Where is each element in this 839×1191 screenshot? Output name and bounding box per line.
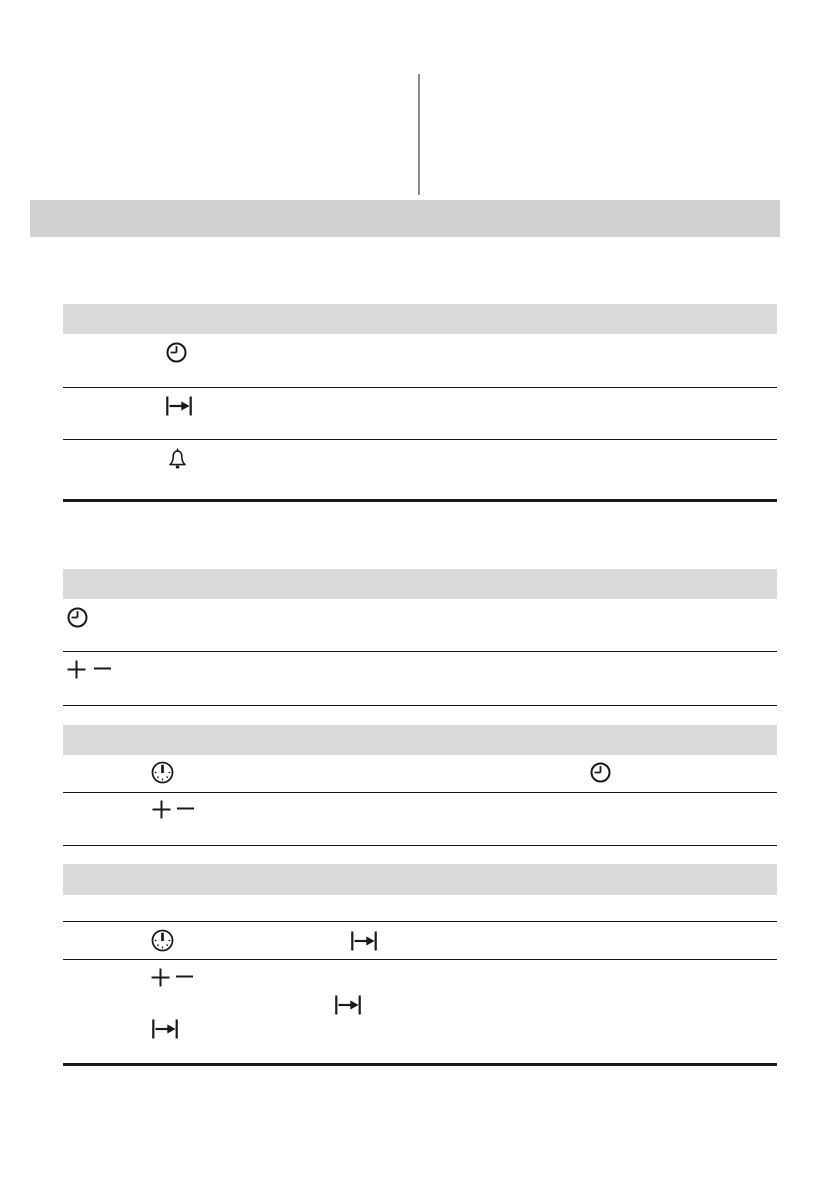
- table-row: [63, 652, 777, 706]
- duration-icon: [350, 930, 378, 952]
- table-row: [63, 599, 777, 652]
- clock-icon: [165, 341, 188, 364]
- minus-icon: [176, 967, 193, 988]
- plus-icon: [66, 659, 87, 680]
- plus-icon: [150, 967, 171, 988]
- change-time-table: [63, 725, 777, 846]
- duration-icon: [334, 994, 362, 1016]
- table-row: [63, 922, 777, 960]
- section-title-band: [30, 200, 780, 237]
- clock-functions-overview-table: [63, 304, 777, 502]
- table-row: [63, 755, 777, 793]
- table-row: [63, 895, 777, 922]
- table-header-band: [63, 304, 777, 334]
- timer-icon: [150, 760, 175, 785]
- table-row: [63, 334, 777, 388]
- table-row: [63, 388, 777, 440]
- minus-icon: [94, 659, 111, 680]
- clock-icon: [66, 606, 89, 629]
- table-header-band: [63, 864, 777, 895]
- table-header-band: [63, 569, 777, 599]
- plus-icon: [151, 799, 172, 820]
- bell-icon: [167, 448, 188, 473]
- table-row: [63, 960, 777, 1066]
- set-time-table: [63, 569, 777, 706]
- table-row: [63, 440, 777, 502]
- duration-icon: [165, 395, 193, 417]
- table-header-band: [63, 725, 777, 755]
- timer-icon: [150, 928, 175, 953]
- column-divider-line: [418, 74, 420, 195]
- minus-icon: [177, 799, 194, 820]
- duration-icon: [151, 1018, 179, 1040]
- table-row: [63, 793, 777, 846]
- set-duration-table: [63, 864, 777, 1066]
- clock-icon: [589, 761, 612, 784]
